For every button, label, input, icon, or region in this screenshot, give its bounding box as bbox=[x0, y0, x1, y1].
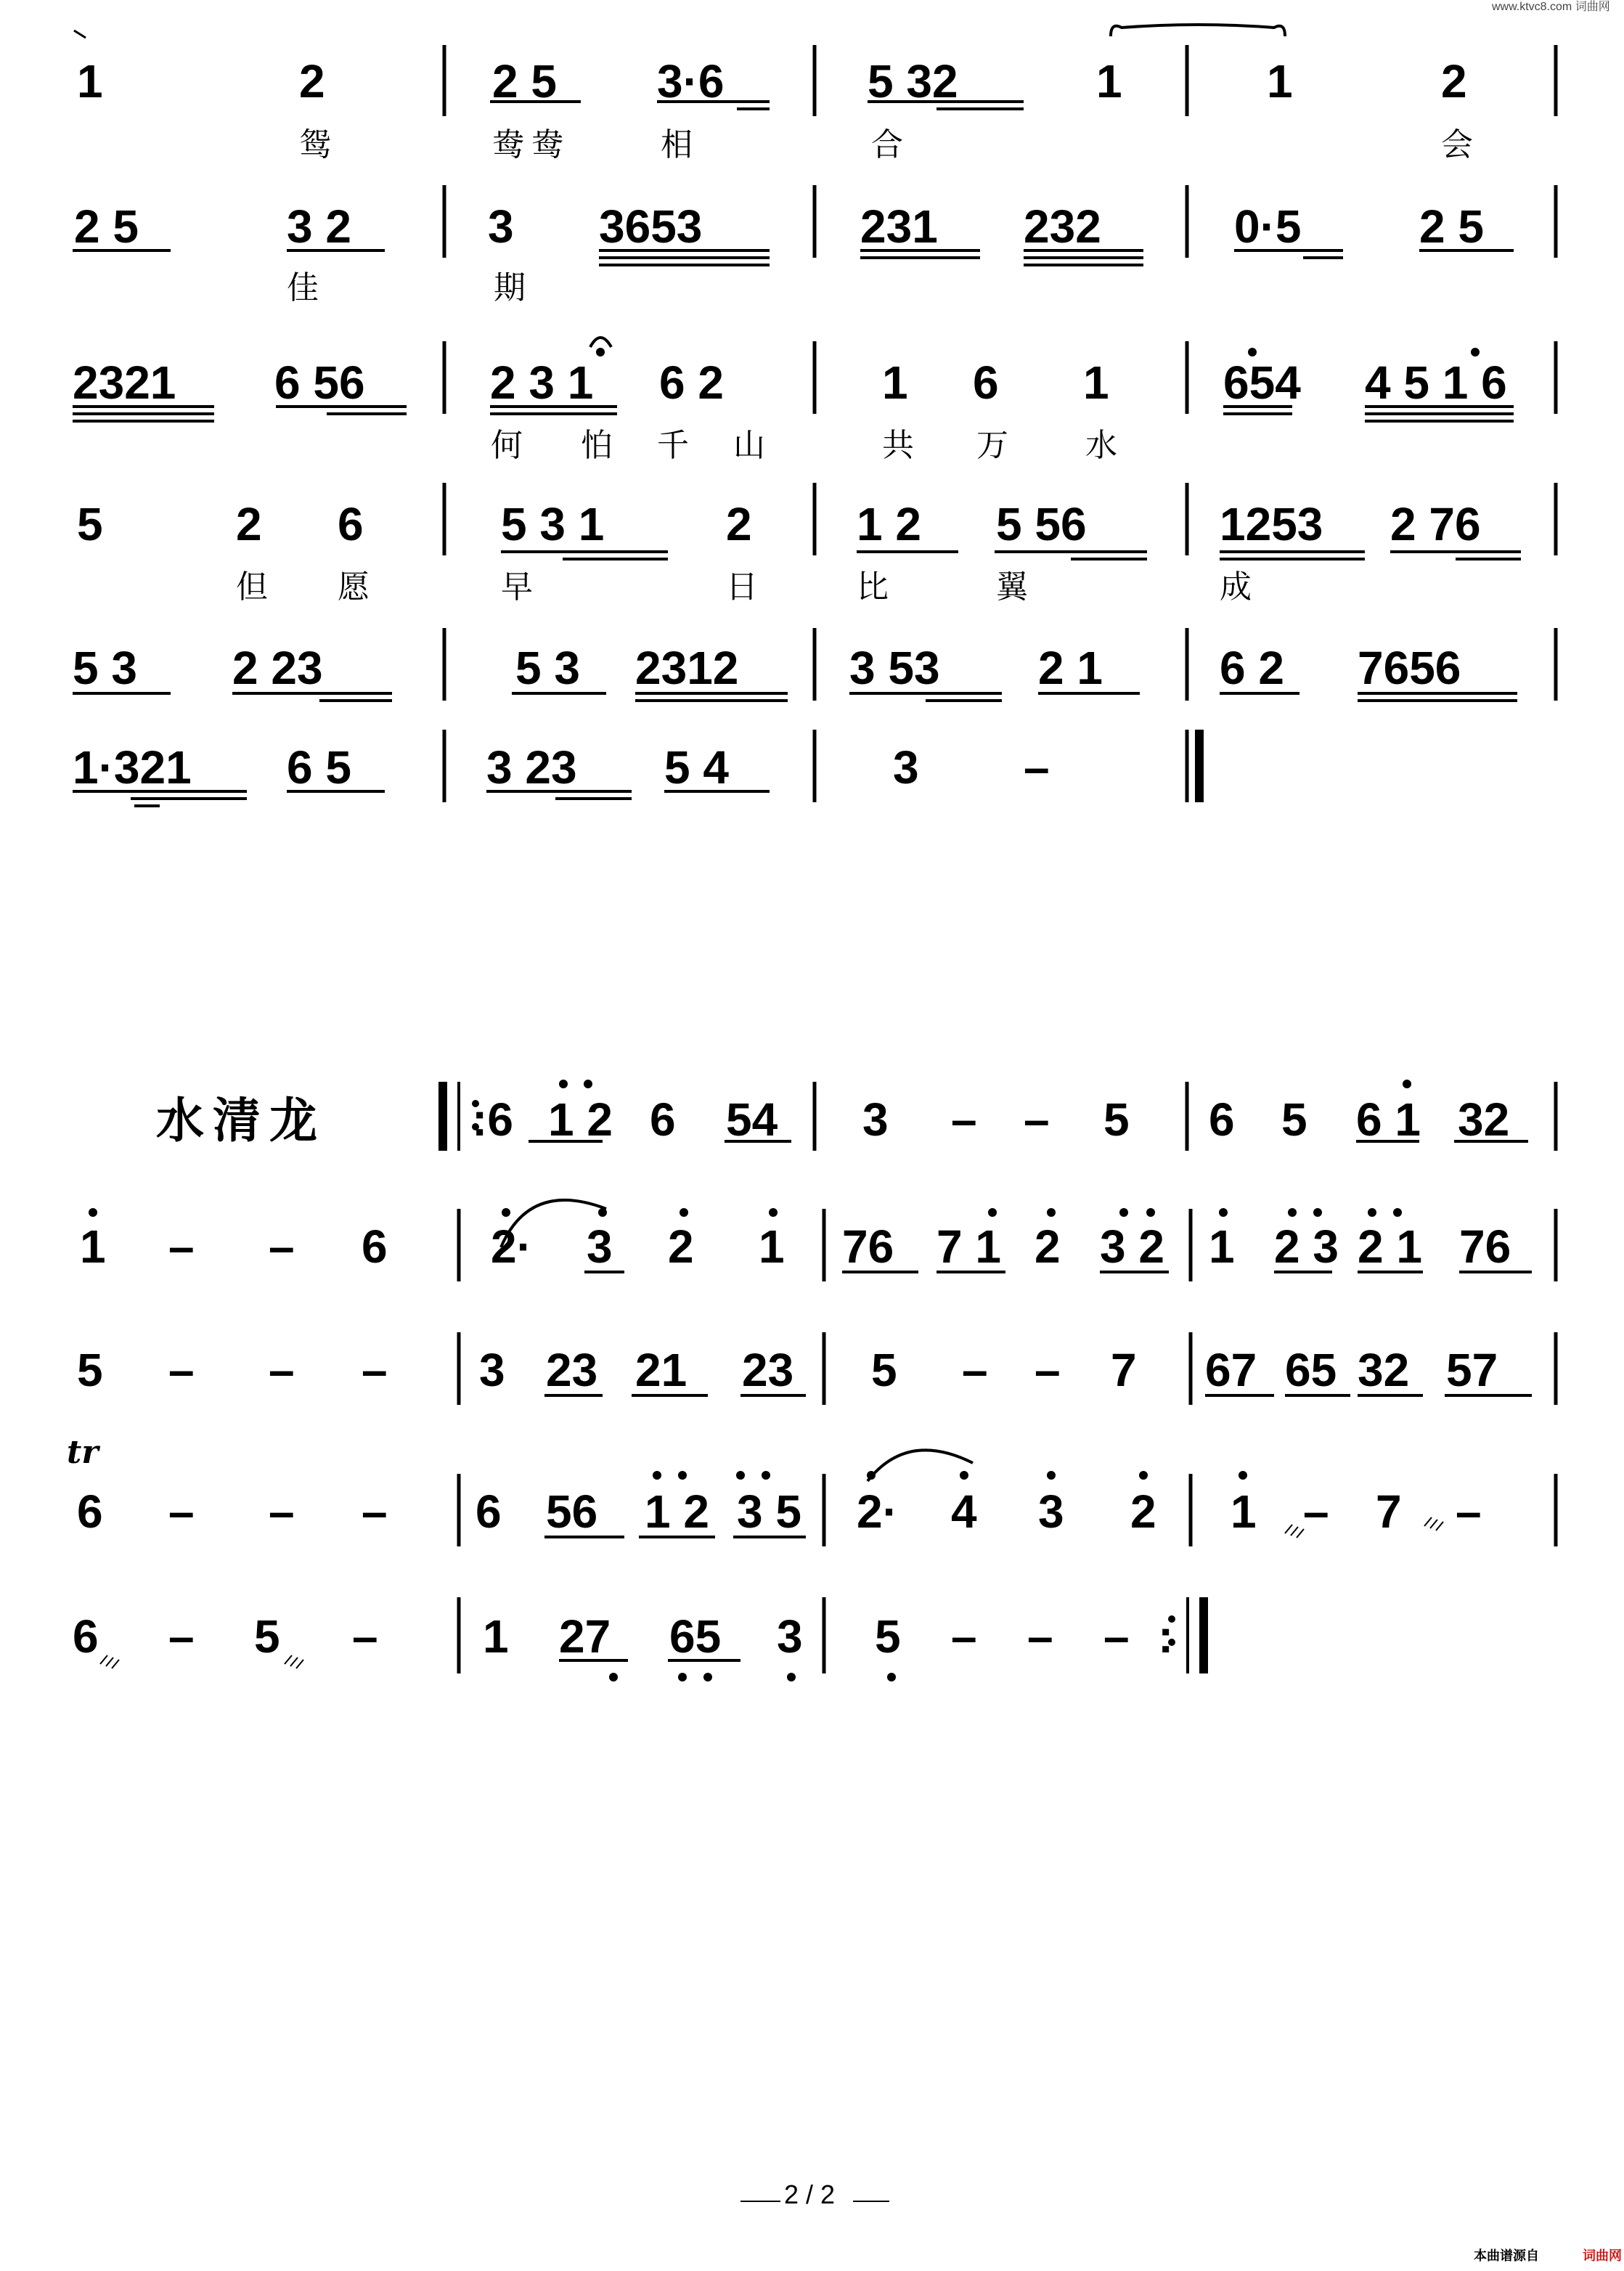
note: 5 4 bbox=[664, 741, 729, 794]
note: 5 3 bbox=[73, 642, 137, 694]
note: – bbox=[1027, 1610, 1053, 1663]
note: 2 5 bbox=[74, 200, 139, 253]
lyric: 共 bbox=[882, 428, 914, 463]
tremolo-marks bbox=[100, 1517, 1443, 1668]
lyric: 期 bbox=[494, 270, 526, 306]
slur-3 bbox=[868, 1450, 973, 1481]
note: 32 bbox=[1358, 1344, 1410, 1396]
fermata bbox=[590, 338, 611, 347]
source-credit: 本曲谱源自 bbox=[1474, 2248, 1539, 2263]
note: 3 23 bbox=[486, 741, 577, 794]
note: 3 53 bbox=[849, 642, 940, 694]
note: 3 2 bbox=[1100, 1220, 1164, 1273]
site-watermark: www.ktvc8.com 词曲网 bbox=[1492, 1, 1610, 13]
lyric: 早 bbox=[501, 569, 533, 605]
rhythm-underlines-2 bbox=[529, 1141, 1532, 1663]
note: 67 bbox=[1205, 1344, 1257, 1396]
note: 5 bbox=[77, 1344, 103, 1396]
note: 23 bbox=[742, 1344, 794, 1396]
lyric: 翼 bbox=[996, 569, 1028, 605]
note: – bbox=[168, 1220, 195, 1273]
note: 5 32 bbox=[868, 55, 958, 107]
note: 6 bbox=[1209, 1093, 1235, 1146]
note: 6 bbox=[650, 1093, 676, 1146]
note: 7656 bbox=[1358, 642, 1461, 694]
note: 2 bbox=[1441, 55, 1467, 107]
note: 2 3 bbox=[1274, 1220, 1339, 1273]
lyric: 成 bbox=[1220, 569, 1252, 605]
lyric: 佳 bbox=[287, 270, 319, 306]
note: 1 2 bbox=[645, 1485, 709, 1538]
note: 2· bbox=[857, 1485, 898, 1538]
note: 6 5 bbox=[287, 741, 351, 794]
note: 76 bbox=[842, 1220, 894, 1273]
note: 3 2 bbox=[287, 200, 351, 253]
note: 5 bbox=[1103, 1093, 1130, 1146]
note: 6 bbox=[362, 1220, 388, 1273]
note: 1·321 bbox=[73, 741, 192, 794]
note: 54 bbox=[726, 1093, 778, 1146]
note: 1 2 bbox=[857, 498, 921, 550]
note: 2312 bbox=[635, 642, 739, 694]
note: 1 bbox=[882, 356, 908, 409]
note: – bbox=[168, 1344, 195, 1396]
note: 3 5 bbox=[737, 1485, 801, 1538]
note: 6 1 bbox=[1356, 1093, 1421, 1146]
note: 23 bbox=[546, 1344, 598, 1396]
note: 1 2 bbox=[548, 1093, 613, 1146]
note: 2 76 bbox=[1390, 498, 1481, 550]
note: 76 bbox=[1459, 1220, 1511, 1273]
note: – bbox=[1103, 1610, 1130, 1663]
note: 6 2 bbox=[1220, 642, 1284, 694]
note: 2 bbox=[726, 498, 752, 550]
note: 3 bbox=[893, 741, 919, 794]
note: 3 bbox=[488, 200, 514, 253]
page-number: 2 / 2 bbox=[784, 2180, 836, 2209]
note: – bbox=[1456, 1485, 1482, 1538]
note: 1253 bbox=[1220, 498, 1323, 550]
note: 2 bbox=[236, 498, 262, 550]
lyric: 但 bbox=[236, 569, 268, 605]
note: 1 bbox=[759, 1220, 785, 1273]
lyric: 何 bbox=[491, 428, 523, 463]
note: 6 bbox=[77, 1485, 103, 1538]
source-site: 词曲网 bbox=[1583, 2248, 1622, 2263]
note: 1 bbox=[77, 55, 103, 107]
note: 6 56 bbox=[274, 356, 365, 409]
note: 0·5 bbox=[1234, 200, 1302, 253]
note: 65 bbox=[1285, 1344, 1337, 1396]
note: 3 bbox=[1038, 1485, 1064, 1538]
note: 1 bbox=[1231, 1485, 1257, 1538]
note: 6 bbox=[973, 356, 999, 409]
note: – bbox=[362, 1344, 388, 1396]
note: – bbox=[362, 1485, 388, 1538]
note: 1 bbox=[1209, 1220, 1235, 1273]
lyric: 鸳 bbox=[299, 127, 331, 163]
note: 5 bbox=[875, 1610, 901, 1663]
note: 27 bbox=[559, 1610, 611, 1663]
note: 5 3 1 bbox=[501, 498, 605, 550]
note: 3 bbox=[587, 1220, 613, 1273]
note: – bbox=[168, 1610, 195, 1663]
note: 5 bbox=[871, 1344, 897, 1396]
note: – bbox=[269, 1485, 295, 1538]
note: – bbox=[168, 1485, 195, 1538]
note: 654 bbox=[1223, 356, 1301, 409]
note: 57 bbox=[1446, 1344, 1498, 1396]
trill-mark: tr bbox=[67, 1434, 99, 1471]
lyric: 会 bbox=[1441, 127, 1473, 163]
lyric: 愿 bbox=[338, 569, 370, 605]
note: – bbox=[269, 1344, 295, 1396]
note: 2· bbox=[491, 1220, 532, 1273]
note: 6 bbox=[338, 498, 364, 550]
note: 5 bbox=[1281, 1093, 1307, 1146]
lyric: 日 bbox=[726, 569, 758, 605]
note: 2 5 bbox=[492, 55, 557, 107]
note: 3 bbox=[479, 1344, 505, 1396]
note: : bbox=[1158, 1610, 1174, 1663]
note: 5 56 bbox=[996, 498, 1087, 550]
note: 2 1 bbox=[1358, 1220, 1422, 1273]
lyric: 千 bbox=[657, 428, 689, 463]
note: 2 5 bbox=[1419, 200, 1484, 253]
note: – bbox=[1035, 1344, 1061, 1396]
lyric: 合 bbox=[871, 127, 903, 163]
lyric: 怕 bbox=[581, 428, 613, 463]
note: 4 5 1 6 bbox=[1365, 356, 1507, 409]
note: 1 bbox=[1083, 356, 1109, 409]
note: 1 bbox=[1267, 55, 1293, 107]
note: 6 bbox=[73, 1610, 99, 1663]
note: – bbox=[1024, 1093, 1050, 1146]
note: :6 bbox=[472, 1093, 513, 1146]
note: – bbox=[962, 1344, 988, 1396]
note: 6 bbox=[476, 1485, 502, 1538]
note: 3 bbox=[777, 1610, 803, 1663]
note: 2 bbox=[299, 55, 325, 107]
note: – bbox=[269, 1220, 295, 1273]
lyric: 万 bbox=[976, 428, 1008, 463]
note: 2 bbox=[668, 1220, 694, 1273]
lyric: 相 bbox=[661, 127, 693, 163]
tie-1 bbox=[1111, 25, 1285, 36]
note: 6 2 bbox=[659, 356, 724, 409]
note: 2 bbox=[1130, 1485, 1156, 1538]
note: 3·6 bbox=[657, 55, 725, 107]
note: 7 bbox=[1376, 1485, 1402, 1538]
note: 231 bbox=[860, 200, 938, 253]
note: 2 bbox=[1035, 1220, 1061, 1273]
section-title: 水清龙 bbox=[156, 1093, 326, 1147]
lyric: 比 bbox=[857, 569, 889, 605]
note: – bbox=[352, 1610, 378, 1663]
lyric: 山 bbox=[733, 428, 765, 463]
note: – bbox=[951, 1610, 977, 1663]
note: – bbox=[1303, 1485, 1329, 1538]
note: 2 23 bbox=[232, 642, 323, 694]
note: 5 bbox=[77, 498, 103, 550]
lyric: 水 bbox=[1085, 428, 1117, 463]
note: 7 1 bbox=[937, 1220, 1001, 1273]
note: 5 bbox=[254, 1610, 280, 1663]
note: 56 bbox=[546, 1485, 598, 1538]
note: – bbox=[1024, 741, 1050, 794]
note: 1 bbox=[1096, 55, 1122, 107]
lyric: 鸯鸯 bbox=[492, 127, 571, 163]
note: 3653 bbox=[599, 200, 703, 253]
note: 3 bbox=[862, 1093, 889, 1146]
note: 2 3 1 bbox=[490, 356, 594, 409]
note: 32 bbox=[1458, 1093, 1510, 1146]
note: 65 bbox=[669, 1610, 722, 1663]
note: 7 bbox=[1111, 1344, 1137, 1396]
note: – bbox=[951, 1093, 977, 1146]
note: 1 bbox=[80, 1220, 106, 1273]
note: 2321 bbox=[73, 356, 176, 409]
note: 5 3 bbox=[515, 642, 580, 694]
note: 1 bbox=[483, 1610, 509, 1663]
note: 2 1 bbox=[1038, 642, 1103, 694]
note: 232 bbox=[1024, 200, 1101, 253]
note: 4 bbox=[951, 1485, 977, 1538]
note: 21 bbox=[635, 1344, 687, 1396]
